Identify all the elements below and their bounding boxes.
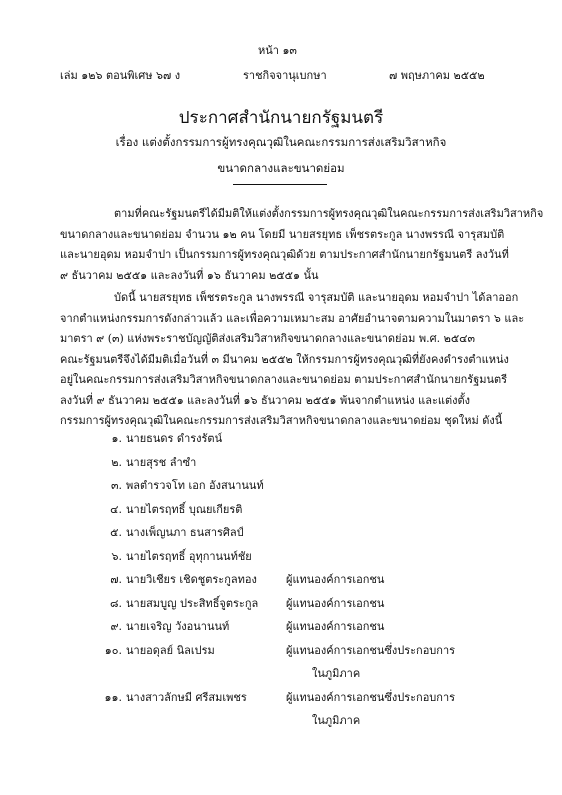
paragraph-line: คณะรัฐมนตรีจึงได้มีมติเมื่อวันที่ ๓ มีนาคม ๒๕๕๒ ให้กรรมการผู้ทรงคุณวุฒิที่ยังคงดำรงตำแหน่ง	[60, 352, 509, 366]
member-name: นายไตรฤทธิ์ อุทุกานนท์ชัย	[126, 549, 252, 563]
member-role: ผู้แทนองค์การเอกชน	[286, 596, 385, 610]
list-item	[90, 500, 510, 524]
member-name: นายอดุลย์ นิลเปรม	[126, 643, 215, 657]
list-item	[90, 570, 510, 594]
item-number: ๑.	[111, 432, 122, 445]
item-number: ๗.	[110, 573, 122, 586]
item-number: ๘.	[110, 596, 122, 610]
item-number: ๓.	[110, 479, 122, 492]
subject-line-2: ขนาดกลางและขนาดย่อม	[217, 161, 345, 175]
member-name: นายไตรฤทธิ์ บุณยเกียรติ	[126, 502, 243, 516]
announcement-title: ประกาศสำนักนายกรัฐมนตรี	[178, 108, 384, 128]
member-list	[90, 429, 510, 735]
member-name: นายเจริญ วังอนานนท์	[126, 620, 230, 633]
item-number: ๑๐.	[104, 643, 122, 657]
paragraph-line: จากตำแหน่งกรรมการดังกล่าวแล้ว และเพื่อความเหมาะสม อาศัยอำนาจตามความในมาตรา ๖ และ	[60, 311, 525, 325]
member-name: นายวิเชียร เชิดชูตระกูลทอง	[126, 573, 257, 586]
paragraph-line: ขนาดกลางและขนาดย่อม จำนวน ๑๒ คน โดยมี นายสรยุทธ เพ็ชรตระกูล นางพรรณี จารุสมบัติ	[60, 227, 505, 241]
list-item	[90, 617, 510, 641]
list-item	[90, 476, 510, 500]
list-item	[90, 453, 510, 477]
list-item	[90, 429, 510, 453]
list-item	[90, 523, 510, 547]
paragraph-line: กรรมการผู้ทรงคุณวุฒิในคณะกรรมการส่งเสริมวิสาหกิจขนาดกลางและขนาดย่อม ชุดใหม่ ดังนี้	[60, 414, 503, 427]
item-number: ๑๑.	[104, 690, 122, 704]
paragraph-1	[60, 204, 544, 286]
title-divider	[233, 184, 327, 185]
page-number: หน้า ๑๓	[258, 44, 297, 57]
member-role: ผู้แทนองค์การเอกชนซึ่งประกอบการ	[286, 690, 456, 704]
paragraph-2	[60, 288, 525, 432]
item-number: ๙.	[110, 620, 122, 633]
list-item	[90, 688, 510, 735]
member-role-continued: ในภูมิภาค	[312, 713, 361, 727]
member-name: นางเพ็ญนภา ธนสารศิลป์	[126, 526, 244, 539]
member-name: นางสาวลักษมี ศรีสมเพชร	[126, 690, 247, 704]
paragraph-line: และนายอุดม หอมจำปา เป็นกรรมการผู้ทรงคุณวุฒิด้วย ตามประกาศสำนักนายกรัฐมนตรี ลงวันที่	[60, 248, 509, 261]
member-name: นายสมบูญ ประสิทธิ์จูตระกูล	[126, 596, 259, 610]
member-role-continued: ในภูมิภาค	[312, 666, 361, 680]
paragraph-line: มาตรา ๙ (๓) แห่งพระราชบัญญัติส่งเสริมวิสาหกิจขนาดกลางและขนาดย่อม พ.ศ. ๒๕๔๓	[60, 332, 475, 345]
item-number: ๖.	[111, 549, 122, 563]
paragraph-line: บัดนี้ นายสรยุทธ เพ็ชรตระกูล นางพรรณี จารุสมบัติ และนายอุดม หอมจำปา ได้ลาออก	[114, 291, 519, 304]
member-name: นายสุรช ลำซำ	[126, 455, 197, 469]
member-role: ผู้แทนองค์การเอกชน	[286, 573, 385, 586]
paragraph-line: ลงวันที่ ๙ ธันวาคม ๒๕๕๑ และลงวันที่ ๑๖ ธันวาคม ๒๕๕๑ พ้นจากตำแหน่ง และแต่งตั้ง	[60, 393, 470, 407]
item-number: ๒.	[111, 455, 122, 469]
member-name: นายธนดร ดำรงรัตน์	[126, 432, 223, 445]
paragraph-line: ๙ ธันวาคม ๒๕๕๑ และลงวันที่ ๑๖ ธันวาคม ๒๕๕๑ นั้น	[60, 268, 319, 282]
item-number: ๕.	[110, 526, 122, 539]
member-role: ผู้แทนองค์การเอกชน	[286, 620, 385, 633]
subject-line-1: เรื่อง แต่งตั้งกรรมการผู้ทรงคุณวุฒิในคณะกรรมการส่งเสริมวิสาหกิจ	[115, 135, 447, 149]
paragraph-line: อยู่ในคณะกรรมการส่งเสริมวิสาหกิจขนาดกลางและขนาดย่อม ตามประกาศสำนักนายกรัฐมนตรี	[60, 373, 508, 386]
item-number: ๔.	[110, 502, 122, 516]
member-name: พลตำรวจโท เอก อังสนานนท์	[126, 479, 264, 492]
list-item	[90, 547, 510, 571]
list-item	[90, 594, 510, 618]
volume-info: เล่ม ๑๒๖ ตอนพิเศษ ๖๗ ง	[60, 69, 181, 82]
member-role: ผู้แทนองค์การเอกชนซึ่งประกอบการ	[286, 643, 456, 657]
publication-name: ราชกิจจานุเบกษา	[243, 69, 327, 82]
list-item	[90, 641, 510, 688]
publication-date: ๗ พฤษภาคม ๒๕๕๒	[389, 69, 485, 82]
paragraph-line: ตามที่คณะรัฐมนตรีได้มีมติให้แต่งตั้งกรรมการผู้ทรงคุณวุฒิในคณะกรรมการส่งเสริมวิสาหกิจ	[114, 207, 544, 220]
